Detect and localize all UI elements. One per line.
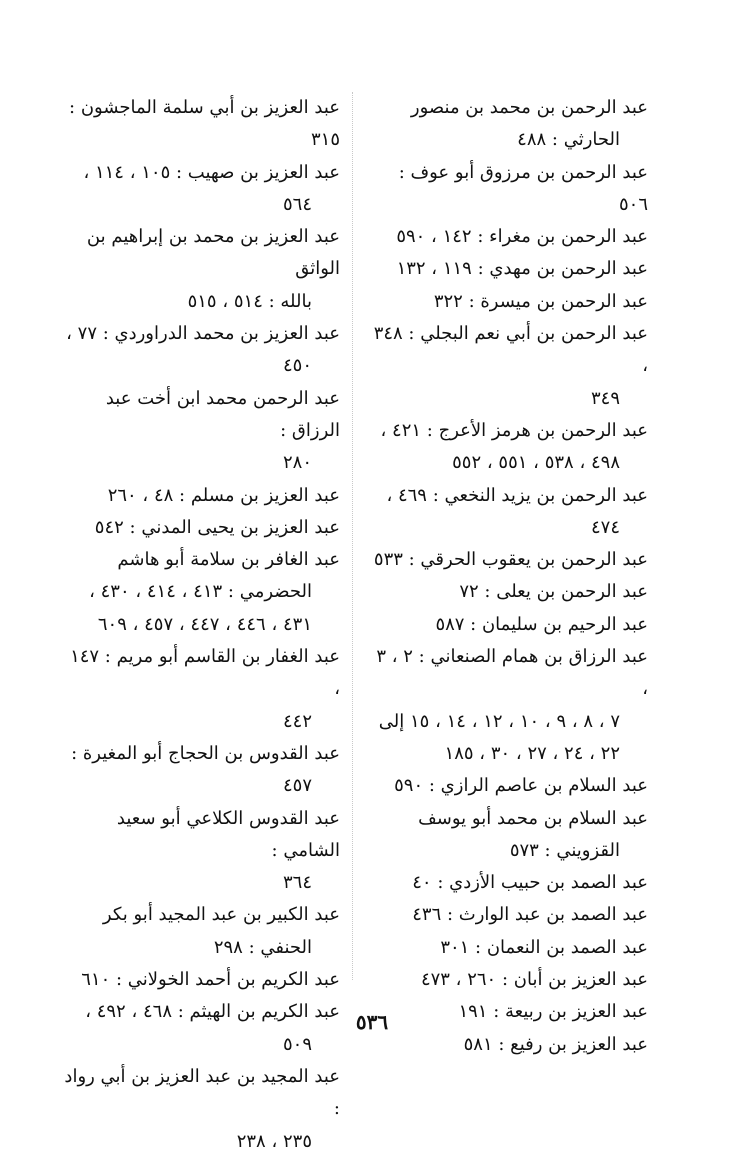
index-entry	[368, 770, 648, 802]
index-entry-references: الحنفي : ٢٩٨	[213, 936, 312, 958]
index-entry-name: عبد القدوس بن الحجاج أبو المغيرة :	[71, 742, 340, 764]
index-entry-name: عبد العزيز بن مسلم : ٤٨ ، ٢٦٠	[107, 484, 340, 506]
index-entry-references: ٤٥٧	[282, 775, 312, 797]
index-entry-name: عبد الكريم بن أحمد الخولاني : ٦١٠	[81, 969, 340, 991]
index-entry	[368, 415, 648, 480]
index-entry	[368, 964, 648, 996]
index-entry-references: بالله : ٥١٤ ، ٥١٥	[187, 290, 312, 312]
column-divider	[352, 92, 353, 980]
index-entry-name: عبد العزيز بن محمد بن إبراهيم بن الواثق	[86, 226, 340, 280]
index-entry	[60, 738, 340, 803]
index-entry-name: عبد السلام بن عاصم الرازي : ٥٩٠	[394, 775, 648, 797]
index-entry-references: ٣٤٩	[590, 387, 620, 409]
index-entry-name: عبد الرحمن بن يعقوب الحرقي : ٥٣٣	[373, 549, 648, 571]
index-entry	[60, 221, 340, 318]
index-entry-name: عبد العزيز بن محمد الدراوردي : ٧٧ ،	[66, 323, 340, 345]
index-entry	[60, 1061, 340, 1158]
index-entry-references: ٢٣٥ ، ٢٣٨	[236, 1130, 312, 1152]
index-entry-name: عبد الكبير بن عبد المجيد أبو بكر	[102, 904, 340, 926]
index-entry-name: عبد العزيز بن أبي سلمة الماجشون : ٣١٥	[69, 97, 340, 151]
index-entry	[368, 641, 648, 770]
index-entry-name: عبد العزيز بن أبان : ٢٦٠ ، ٤٧٣	[420, 969, 648, 991]
index-entry-name: عبد العزيز بن صهيب : ١٠٥ ، ١١٤ ،	[83, 161, 340, 183]
index-entry	[368, 157, 648, 222]
index-entry-name: عبد الرحمن بن مرزوق أبو عوف : ٥٠٦	[398, 161, 648, 215]
index-entry-references: ٧ ، ٨ ، ٩ ، ١٠ ، ١٢ ، ١٤ ، ١٥ إلى	[378, 710, 620, 732]
index-entry-references: الحارثي : ٤٨٨	[517, 129, 620, 151]
index-entry	[368, 609, 648, 641]
index-entry-references-cont: ٤٣١ ، ٤٤٦ ، ٤٤٧ ، ٤٥٧ ، ٦٠٩	[97, 613, 312, 635]
index-column-left	[60, 92, 340, 1158]
index-entry-name: عبد السلام بن محمد أبو يوسف	[418, 807, 648, 829]
index-entry-references: ٤٩٨ ، ٥٣٨ ، ٥٥١ ، ٥٥٢	[452, 452, 620, 474]
index-entry-name: عبد الرحمن بن مغراء : ١٤٢ ، ٥٩٠	[396, 226, 648, 248]
index-entry-name: عبد الكريم بن الهيثم : ٤٦٨ ، ٤٩٢ ،	[85, 1001, 340, 1023]
index-entry	[60, 803, 340, 900]
index-entry-references-cont: ٢٢ ، ٢٤ ، ٢٧ ، ٣٠ ، ١٨٥	[444, 742, 620, 764]
index-entry	[368, 867, 648, 899]
index-entry-name: عبد الرحمن بن يعلى : ٧٢	[459, 581, 648, 603]
index-entry-references: ٤٧٤	[590, 516, 620, 538]
index-entry	[60, 480, 340, 512]
index-entry	[60, 641, 340, 738]
index-entry-name: عبد الصمد بن النعمان : ٣٠١	[440, 936, 648, 958]
index-entry	[60, 383, 340, 480]
index-entry-name: عبد العزيز بن رفيع : ٥٨١	[463, 1033, 648, 1055]
index-entry-name: عبد الغافر بن سلامة أبو هاشم	[117, 549, 340, 571]
index-entry-references: ٢٨٠	[282, 452, 312, 474]
index-entry	[60, 318, 340, 383]
index-entry	[368, 544, 648, 576]
index-entry-name: عبد الرحيم بن سليمان : ٥٨٧	[435, 613, 648, 635]
index-entry	[60, 544, 340, 641]
index-entry	[368, 803, 648, 868]
index-entry	[60, 92, 340, 157]
index-entry	[368, 92, 648, 157]
index-entry-references: ٣٦٤	[282, 872, 312, 894]
index-entry-name: عبد الرحمن بن هرمز الأعرج : ٤٢١ ،	[380, 419, 648, 441]
page-number: ٥٣٦	[355, 1010, 389, 1034]
index-entry-name: عبد الرحمن بن ميسرة : ٣٢٢	[433, 290, 648, 312]
index-entry	[368, 576, 648, 608]
index-entry	[60, 512, 340, 544]
index-entry-references: القزويني : ٥٧٣	[509, 839, 620, 861]
index-entry	[60, 996, 340, 1061]
index-entry-name: عبد العزيز بن يحيى المدني : ٥٤٢	[94, 516, 340, 538]
index-entry-name: عبد الغفار بن القاسم أبو مريم : ١٤٧ ،	[70, 646, 340, 700]
index-entry	[368, 286, 648, 318]
index-entry-name: عبد الرزاق بن همام الصنعاني : ٢ ، ٣ ،	[376, 646, 648, 700]
index-entry	[368, 318, 648, 415]
index-entry-references: الحضرمي : ٤١٣ ، ٤١٤ ، ٤٣٠ ،	[89, 581, 312, 603]
index-entry-name: عبد الرحمن بن أبي نعم البجلي : ٣٤٨ ،	[373, 323, 648, 377]
index-entry	[368, 899, 648, 931]
index-entry	[60, 964, 340, 996]
index-entry	[60, 899, 340, 964]
index-entry	[368, 253, 648, 285]
index-entry-name: عبد القدوس الكلاعي أبو سعيد الشامي :	[116, 807, 340, 861]
index-entry-name: عبد المجيد بن عبد العزيز بن أبي رواد :	[64, 1065, 340, 1120]
index-entry-name: عبد الرحمن بن مهدي : ١١٩ ، ١٣٢	[396, 258, 648, 280]
index-entry	[368, 932, 648, 964]
index-entry-references: ٥٠٩	[282, 1033, 312, 1055]
index-entry	[60, 157, 340, 222]
index-entry-references: ٥٦٤	[282, 193, 312, 215]
index-entry	[368, 480, 648, 545]
index-entry-name: عبد الرحمن بن محمد بن منصور	[410, 97, 648, 118]
index-column-right	[368, 92, 648, 1061]
index-entry-name: عبد الصمد بن عبد الوارث : ٤٣٦	[412, 904, 648, 926]
index-entry-name: عبد الصمد بن حبيب الأزدي : ٤٠	[412, 872, 648, 894]
index-entry-references: ٤٤٢	[282, 710, 312, 732]
index-entry-references: ٤٥٠	[282, 355, 312, 377]
index-entry	[368, 221, 648, 253]
index-entry-name: عبد الرحمن بن يزيد النخعي : ٤٦٩ ،	[386, 484, 648, 506]
index-entry-name: عبد العزيز بن ربيعة : ١٩١	[458, 1001, 648, 1023]
index-entry-name: عبد الرحمن محمد ابن أخت عبد الرزاق :	[105, 387, 340, 441]
